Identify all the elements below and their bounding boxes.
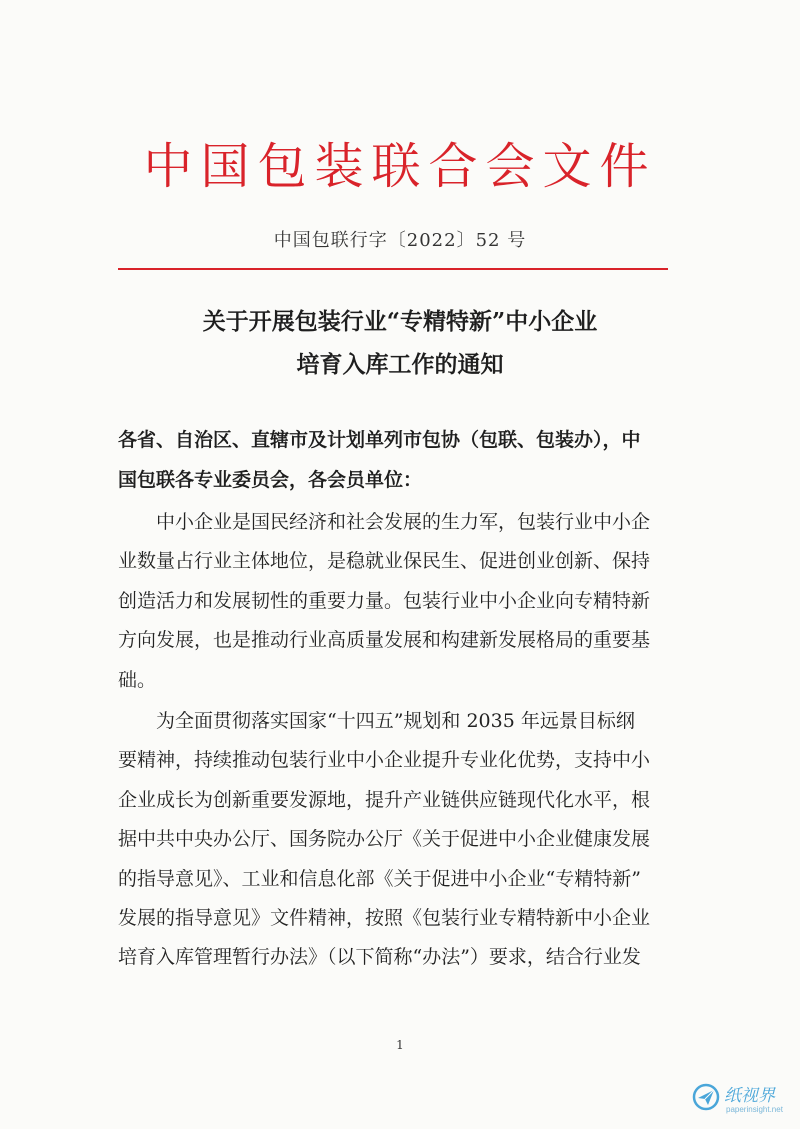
notice-title-line-1: 关于开展包装行业“专精特新”中小企业 <box>202 308 598 335</box>
red-divider-line <box>118 268 668 270</box>
notice-title-line-2: 培育入库工作的通知 <box>296 351 504 378</box>
paragraph-line: 础。 <box>118 668 157 691</box>
paragraph-line: 创造活力和发展韧性的重要力量。包装行业中小企业向专精特新 <box>118 589 651 612</box>
paragraph-line: 据中共中央办公厅、国务院办公厅《关于促进中小企业健康发展 <box>118 828 651 851</box>
watermark <box>692 1079 792 1123</box>
paragraph-line: 的指导意见》、工业和信息化部《关于促进中小企业“专精特新” <box>118 867 641 890</box>
body-paragraph-1 <box>118 503 678 700</box>
page-number: 1 <box>396 1038 404 1052</box>
org-title: 中国包装联合会文件 <box>143 138 657 195</box>
recipients-block <box>118 420 678 500</box>
recipients-line-1: 各省、自治区、直辖市及计划单列市包协（包联、包装办），中 <box>118 429 641 451</box>
paragraph-line: 为全面贯彻落实国家“十四五”规划和 2035 年远景目标纲 <box>118 710 635 732</box>
paragraph-line: 培育入库管理暂行办法》（以下简称“办法”）要求，结合行业发 <box>118 946 641 969</box>
notice-title <box>0 300 800 386</box>
body-paragraph-2 <box>118 702 678 978</box>
paragraph-line: 方向发展，也是推动行业高质量发展和构建新发展格局的重要基 <box>118 629 651 652</box>
paragraph-line: 企业成长为创新重要发源地，提升产业链供应链现代化水平，根 <box>118 788 651 811</box>
paragraph-line: 要精神，持续推动包装行业中小企业提升专业化优势，支持中小 <box>118 749 651 772</box>
paragraph-line: 发展的指导意见》文件精神，按照《包装行业专精特新中小企业 <box>118 907 651 930</box>
watermark-brand: 纸视界 <box>724 1086 775 1106</box>
recipients-line-2: 国包联各专业委员会，各会员单位： <box>118 469 423 491</box>
paragraph-line: 中小企业是国民经济和社会发展的生力军，包装行业中小企 <box>118 511 651 533</box>
watermark-url: paperinsight.net <box>726 1105 783 1114</box>
paragraph-line: 业数量占行业主体地位，是稳就业保民生、促进创业创新、保持 <box>118 550 651 573</box>
paper-plane-logo-icon <box>692 1083 720 1111</box>
document-number: 中国包联行字〔2022〕52 号 <box>273 230 527 251</box>
